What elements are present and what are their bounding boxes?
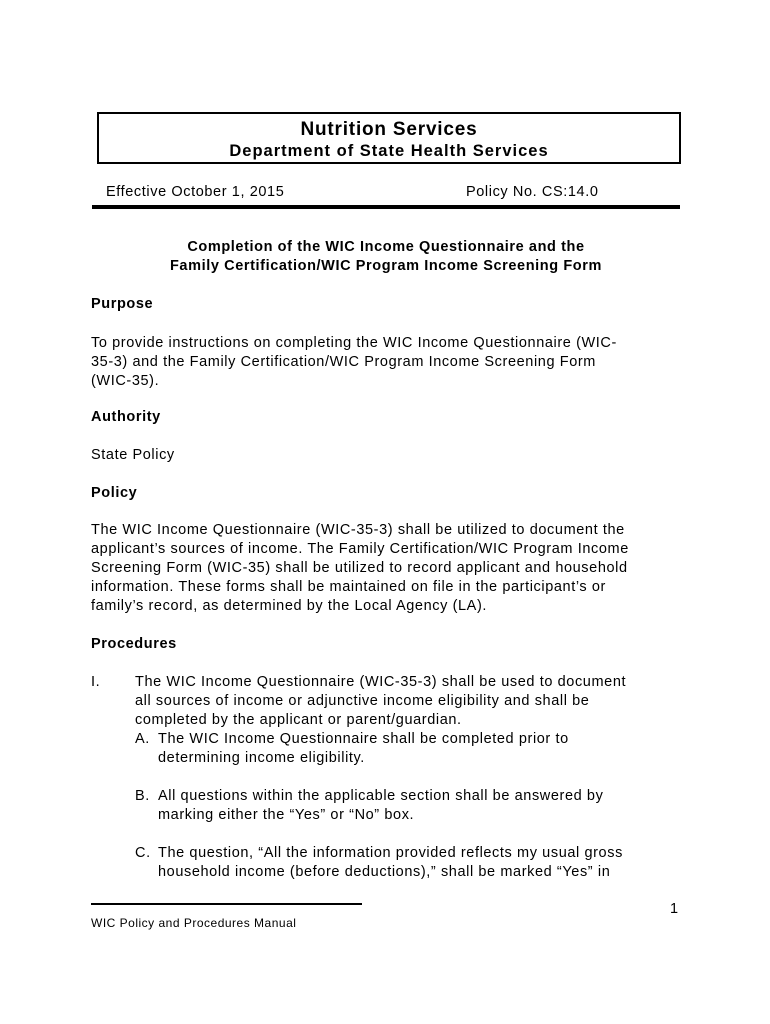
item-line: completed by the applicant or parent/guardian. xyxy=(135,712,462,728)
purpose-line: (WIC-35). xyxy=(91,373,160,389)
policy-line: The WIC Income Questionnaire (WIC-35-3) shall be utilized to document the xyxy=(91,522,625,538)
footer-manual-title: WIC Policy and Procedures Manual xyxy=(91,916,297,930)
purpose-line: To provide instructions on completing the WIC Income Questionnaire (WIC- xyxy=(91,335,617,351)
authority-text: State Policy xyxy=(91,447,175,463)
subitem-marker: B. xyxy=(135,788,150,804)
subitem-line: marking either the “Yes” or “No” box. xyxy=(158,807,415,823)
policy-line: family’s record, as determined by the Local Agency (LA). xyxy=(91,598,488,614)
policy-line: Screening Form (WIC-35) shall be utilized to record applicant and household xyxy=(91,560,628,576)
policy-number: Policy No. CS:14.0 xyxy=(466,184,599,200)
subitem-marker: C. xyxy=(135,845,151,861)
effective-date: Effective October 1, 2015 xyxy=(106,184,285,200)
item-marker: I. xyxy=(91,674,101,690)
policy-line: information. These forms shall be maintained on file in the participant’s or xyxy=(91,579,606,595)
header-rule xyxy=(92,205,680,209)
item-line: The WIC Income Questionnaire (WIC-35-3) shall be used to document xyxy=(135,674,627,690)
item-line: all sources of income or adjunctive income eligibility and shall be xyxy=(135,693,590,709)
header-subtitle: Department of State Health Services xyxy=(229,142,549,160)
purpose-heading: Purpose xyxy=(91,296,154,312)
footer-rule xyxy=(91,903,362,905)
header-title: Nutrition Services xyxy=(300,119,478,140)
doc-title-line-2: Family Certification/WIC Program Income Screening Form xyxy=(169,258,603,274)
authority-heading: Authority xyxy=(91,409,161,425)
procedures-heading: Procedures xyxy=(91,636,177,652)
subitem-line: determining income eligibility. xyxy=(158,750,365,766)
subitem-line: household income (before deductions),” shall be marked “Yes” in xyxy=(158,864,611,880)
doc-title-line-1: Completion of the WIC Income Questionnaire and the xyxy=(187,239,585,255)
subitem-line: All questions within the applicable section shall be answered by xyxy=(158,788,604,804)
policy-line: applicant’s sources of income. The Family Certification/WIC Program Income xyxy=(91,541,629,557)
subitem-line: The question, “All the information provided reflects my usual gross xyxy=(158,845,623,861)
subitem-line: The WIC Income Questionnaire shall be completed prior to xyxy=(158,731,569,747)
page-number: 1 xyxy=(670,901,679,917)
policy-heading: Policy xyxy=(91,485,138,501)
subitem-marker: A. xyxy=(135,731,150,747)
purpose-line: 35-3) and the Family Certification/WIC Program Income Screening Form xyxy=(91,354,596,370)
header-box xyxy=(97,112,681,164)
